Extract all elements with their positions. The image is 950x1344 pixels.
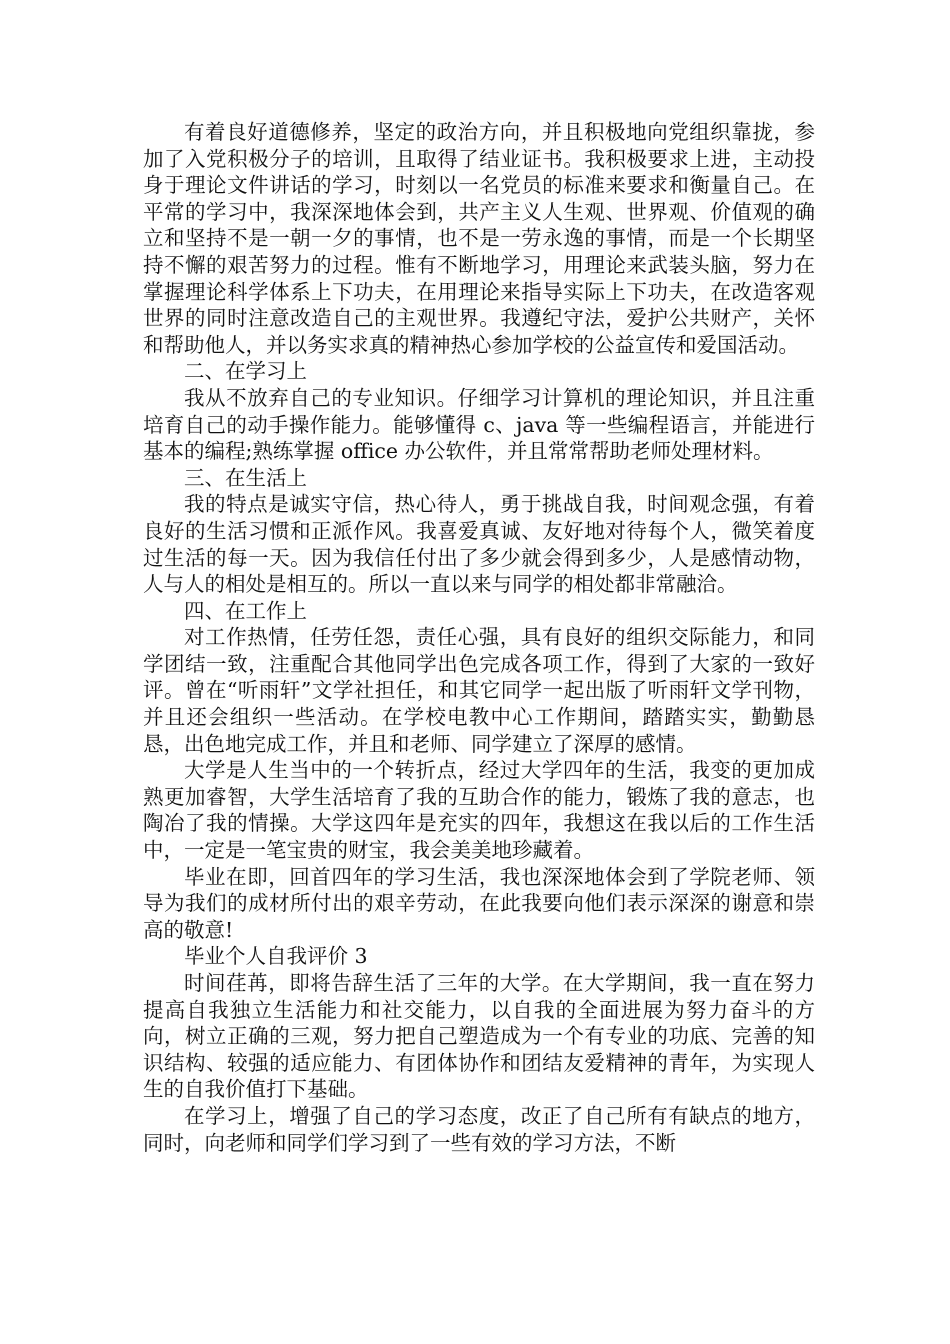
heading-work: 四、在工作上 bbox=[184, 598, 307, 623]
paragraph-life: 我的特点是诚实守信，热心待人，勇于挑战自我，时间观念强，有着良好的生活习惯和正派作风。我喜爱真诚、友好地对待每个人，微笑着度过生活的每一天。因为我信任付出了多少就会得到多少，人是感情动物，人与人的相处是相互的。所以一直以来与同学的相处都非常融洽。 bbox=[143, 492, 815, 597]
paragraph-university-reflection: 大学是人生当中的一个转折点，经过大学四年的生活，我变的更加成熟更加睿智，大学生活培育了我的互助合作的能力，锻炼了我的意志，也陶冶了我的情操。大学这四年是充实的四年，我想这在我以后的工作生活中，一定是一笔宝贵的财宝，我会美美地珍藏着。 bbox=[143, 758, 815, 863]
heading-life: 三、在生活上 bbox=[184, 465, 307, 490]
heading-study: 二、在学习上 bbox=[184, 359, 307, 384]
paragraph-college-years: 时间荏苒，即将告辞生活了三年的大学。在大学期间，我一直在努力提高自我独立生活能力和社交能力，以自我的全面进展为努力奋斗的方向，树立正确的三观，努力把自己塑造成为一个有专业的功底、完善的知识结构、较强的适应能力、有团体协作和团结友爱精神的青年，为实现人生的自我价值打下基础。 bbox=[143, 971, 815, 1102]
paragraph-work: 对工作热情，任劳任怨，责任心强，具有良好的组织交际能力，和同学团结一致，注重配合其他同学出色完成各项工作，得到了大家的一致好评。曾在“听雨轩”文学社担任，和其它同学一起出版了听雨轩文学刊物，并且还会组织一些活动。在学校电教中心工作期间，踏踏实实，勤勤恳恳，出色地完成工作，并且和老师、同学建立了深厚的感情。 bbox=[143, 625, 815, 756]
paragraph-study-attitude: 在学习上，增强了自己的学习态度，改正了自己所有有缺点的地方，同时，向老师和同学们学习到了一些有效的学习方法，不断 bbox=[143, 1103, 815, 1155]
paragraph-study: 我从不放弃自己的专业知识。仔细学习计算机的理论知识，并且注重培育自己的动手操作能力。能够懂得 c、java 等一些编程语言，并能进行基本的编程;熟练掌握 office 办公软件，并且常常帮助老师处理材料。 bbox=[143, 385, 815, 464]
heading-self-evaluation-3: 毕业个人自我评价 3 bbox=[184, 944, 368, 969]
paragraph-gratitude: 毕业在即，回首四年的学习生活，我也深深地体会到了学院老师、领导为我们的成材所付出的艰辛劳动，在此我要向他们表示深深的谢意和崇高的敬意! bbox=[143, 864, 815, 942]
document-page bbox=[143, 119, 815, 1156]
paragraph-moral-character: 有着良好道德修养，坚定的政治方向，并且积极地向党组织靠拢，参加了入党积极分子的培训，且取得了结业证书。我积极要求上进，主动投身于理论文件讲话的学习，时刻以一名党员的标准来要求和衡量自己。在平常的学习中，我深深地体会到，共产主义人生观、世界观、价值观的确立和坚持不是一朝一夕的事情，也不是一劳永逸的事情，而是一个长期坚持不懈的艰苦努力的过程。惟有不断地学习，用理论来武装头脑，努力在掌握理论科学体系上下功夫，在用理论来指导实际上下功夫，在改造客观世界的同时注意改造自己的主观世界。我遵纪守法，爱护公共财产，关怀和帮助他人，并以务实求真的精神热心参加学校的公益宣传和爱国活动。 bbox=[143, 120, 815, 357]
